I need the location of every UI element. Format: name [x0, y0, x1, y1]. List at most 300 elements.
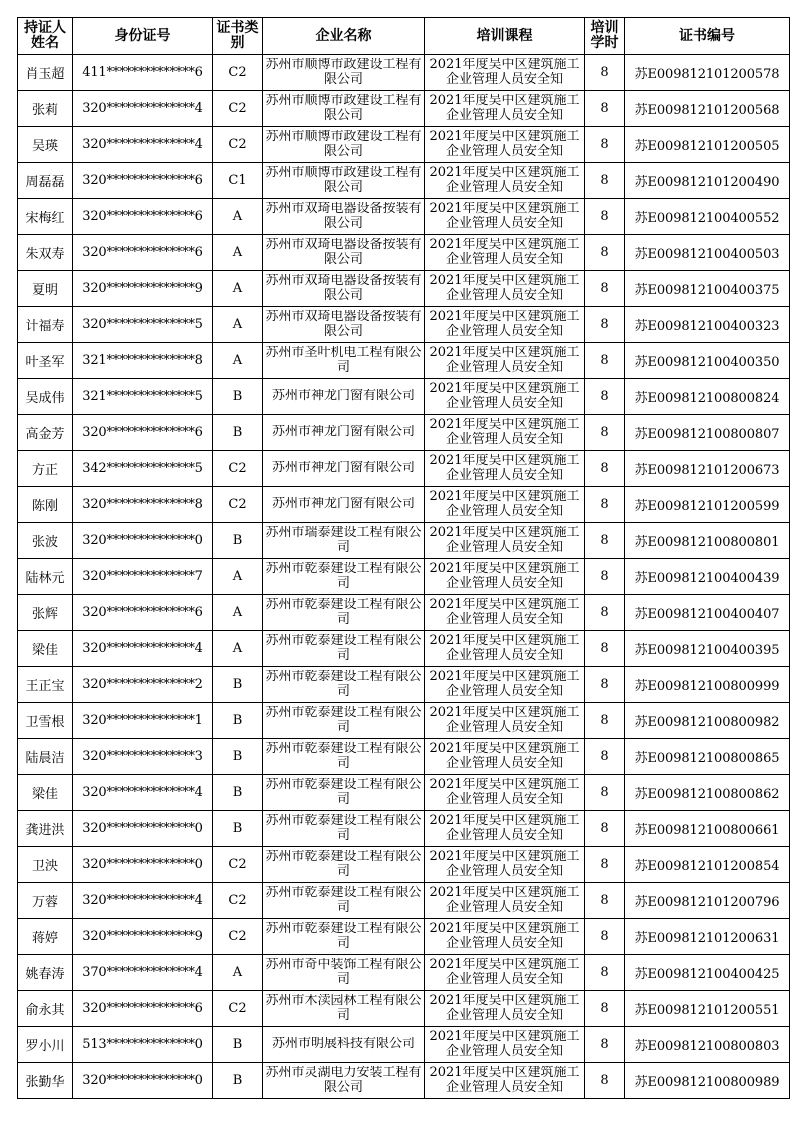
- id-number-cell: 320**************9: [73, 919, 213, 955]
- training-course-cell: [425, 811, 585, 847]
- table-row: [18, 631, 790, 667]
- training-course-cell: [425, 991, 585, 1027]
- training-course-cell-text: 2021年度吴中区建筑施工企业管理人员安全知: [429, 346, 580, 375]
- table-row: [18, 271, 790, 307]
- training-hours-cell: 8: [585, 91, 625, 127]
- holder-name-cell: 梁佳: [18, 775, 73, 811]
- cert-category-cell: C2: [213, 55, 263, 91]
- company-name-cell-text: 苏州市神龙门窗有限公司: [271, 389, 415, 404]
- cert-number-cell: 苏E009812100400425: [625, 955, 790, 991]
- cert-category-cell: B: [213, 775, 263, 811]
- id-number-cell: 320**************2: [73, 667, 213, 703]
- company-name-cell: [263, 307, 425, 343]
- training-course-cell-text: 2021年度吴中区建筑施工企业管理人员安全知: [429, 94, 580, 123]
- table-row: [18, 775, 790, 811]
- company-name-cell: [263, 703, 425, 739]
- company-name-cell: [263, 739, 425, 775]
- table-row: [18, 703, 790, 739]
- cert-number-cell: 苏E009812100800982: [625, 703, 790, 739]
- company-name-cell: [263, 919, 425, 955]
- table-row: [18, 595, 790, 631]
- company-name-cell: [263, 811, 425, 847]
- holder-name-cell: 张波: [18, 523, 73, 559]
- cert-number-cell: 苏E009812100400350: [625, 343, 790, 379]
- holder-name-cell: 肖玉超: [18, 55, 73, 91]
- company-name-cell: [263, 883, 425, 919]
- training-course-cell: [425, 451, 585, 487]
- company-name-cell: [263, 199, 425, 235]
- training-course-cell: [425, 1063, 585, 1099]
- header-row: [18, 18, 790, 55]
- company-name-cell: [263, 955, 425, 991]
- cert-number-cell: 苏E009812101200505: [625, 127, 790, 163]
- holder-name-cell: 王正宝: [18, 667, 73, 703]
- cert-category-cell: B: [213, 1063, 263, 1099]
- training-hours-cell: 8: [585, 667, 625, 703]
- cert-category-cell: B: [213, 667, 263, 703]
- training-hours-cell: 8: [585, 163, 625, 199]
- training-course-cell: [425, 919, 585, 955]
- training-hours-cell: 8: [585, 883, 625, 919]
- company-name-cell: [263, 271, 425, 307]
- cert-number-cell: 苏E009812101200490: [625, 163, 790, 199]
- cert-category-cell: A: [213, 307, 263, 343]
- training-hours-cell: 8: [585, 235, 625, 271]
- company-name-cell: [263, 775, 425, 811]
- training-course-cell-text: 2021年度吴中区建筑施工企业管理人员安全知: [429, 886, 580, 915]
- training-hours-cell: 8: [585, 559, 625, 595]
- training-course-cell: [425, 487, 585, 523]
- company-name-cell-text: 苏州市灵湖电力安装工程有限公司: [265, 1066, 422, 1095]
- training-course-cell-text: 2021年度吴中区建筑施工企业管理人员安全知: [429, 958, 580, 987]
- id-number-cell: 320**************9: [73, 271, 213, 307]
- training-course-cell-text: 2021年度吴中区建筑施工企业管理人员安全知: [429, 814, 580, 843]
- table-row: [18, 991, 790, 1027]
- holder-name-cell: 龚进洪: [18, 811, 73, 847]
- company-name-cell: [263, 595, 425, 631]
- id-number-cell: 370**************4: [73, 955, 213, 991]
- company-name-cell-text: 苏州市顺博市政建设工程有限公司: [265, 130, 422, 159]
- cert-number-cell: 苏E009812101200631: [625, 919, 790, 955]
- company-name-cell: [263, 379, 425, 415]
- cert-number-cell: 苏E009812100400323: [625, 307, 790, 343]
- training-hours-cell: 8: [585, 631, 625, 667]
- id-number-cell: 321**************5: [73, 379, 213, 415]
- id-number-cell: 320**************4: [73, 91, 213, 127]
- training-hours-cell: 8: [585, 847, 625, 883]
- holder-name-cell: 陆晨洁: [18, 739, 73, 775]
- id-number-cell: 320**************3: [73, 739, 213, 775]
- company-name-cell: [263, 847, 425, 883]
- training-hours-cell: 8: [585, 523, 625, 559]
- company-name-cell: [263, 451, 425, 487]
- table-row: [18, 523, 790, 559]
- header-training-course: 培训课程: [425, 18, 585, 55]
- training-course-cell: [425, 163, 585, 199]
- holder-name-cell: 卫雪根: [18, 703, 73, 739]
- training-hours-cell: 8: [585, 739, 625, 775]
- header-training-hours: 培训学时: [585, 18, 625, 55]
- id-number-cell: 320**************6: [73, 235, 213, 271]
- training-course-cell-text: 2021年度吴中区建筑施工企业管理人员安全知: [429, 274, 580, 303]
- id-number-cell: 320**************6: [73, 415, 213, 451]
- training-course-cell: [425, 379, 585, 415]
- training-hours-cell: 8: [585, 379, 625, 415]
- training-hours-cell: 8: [585, 343, 625, 379]
- table-body: [18, 55, 790, 1099]
- cert-number-cell: 苏E009812100800862: [625, 775, 790, 811]
- cert-category-cell: A: [213, 955, 263, 991]
- company-name-cell-text: 苏州市双琦电器设备按装有限公司: [265, 310, 422, 339]
- company-name-cell-text: 苏州市乾泰建设工程有限公司: [265, 598, 422, 627]
- training-course-cell: [425, 559, 585, 595]
- training-course-cell-text: 2021年度吴中区建筑施工企业管理人员安全知: [429, 1030, 580, 1059]
- company-name-cell: [263, 667, 425, 703]
- cert-category-cell: A: [213, 559, 263, 595]
- id-number-cell: 320**************5: [73, 307, 213, 343]
- training-course-cell: [425, 91, 585, 127]
- cert-number-cell: 苏E009812100800999: [625, 667, 790, 703]
- training-course-cell-text: 2021年度吴中区建筑施工企业管理人员安全知: [429, 58, 580, 87]
- cert-category-cell: C2: [213, 847, 263, 883]
- company-name-cell: [263, 631, 425, 667]
- table-row: [18, 235, 790, 271]
- table-row: [18, 55, 790, 91]
- header-company-name: 企业名称: [263, 18, 425, 55]
- holder-name-cell: 周磊磊: [18, 163, 73, 199]
- company-name-cell-text: 苏州市明展科技有限公司: [271, 1037, 415, 1052]
- training-course-cell: [425, 703, 585, 739]
- cert-category-cell: B: [213, 811, 263, 847]
- training-course-cell-text: 2021年度吴中区建筑施工企业管理人员安全知: [429, 490, 580, 519]
- cert-category-cell: B: [213, 523, 263, 559]
- cert-number-cell: 苏E009812100800807: [625, 415, 790, 451]
- holder-name-cell: 张勤华: [18, 1063, 73, 1099]
- training-course-cell: [425, 739, 585, 775]
- company-name-cell: [263, 235, 425, 271]
- holder-name-cell: 卫泱: [18, 847, 73, 883]
- cert-number-cell: 苏E009812100400552: [625, 199, 790, 235]
- training-course-cell: [425, 667, 585, 703]
- table-row: [18, 451, 790, 487]
- table-row: [18, 847, 790, 883]
- cert-number-cell: 苏E009812100800803: [625, 1027, 790, 1063]
- cert-number-cell: 苏E009812100400439: [625, 559, 790, 595]
- id-number-cell: 320**************6: [73, 595, 213, 631]
- holder-name-cell: 姚春涛: [18, 955, 73, 991]
- training-hours-cell: 8: [585, 487, 625, 523]
- training-course-cell-text: 2021年度吴中区建筑施工企业管理人员安全知: [429, 850, 580, 879]
- header-cert-number: 证书编号: [625, 18, 790, 55]
- table-row: [18, 379, 790, 415]
- training-hours-cell: 8: [585, 703, 625, 739]
- cert-number-cell: 苏E009812100400407: [625, 595, 790, 631]
- training-course-cell-text: 2021年度吴中区建筑施工企业管理人员安全知: [429, 634, 580, 663]
- training-hours-cell: 8: [585, 811, 625, 847]
- cert-category-cell: B: [213, 739, 263, 775]
- id-number-cell: 320**************6: [73, 991, 213, 1027]
- company-name-cell-text: 苏州市神龙门窗有限公司: [271, 497, 415, 512]
- holder-name-cell: 万蓉: [18, 883, 73, 919]
- holder-name-cell: 张莉: [18, 91, 73, 127]
- company-name-cell-text: 苏州市顺博市政建设工程有限公司: [265, 166, 422, 195]
- company-name-cell-text: 苏州市顺博市政建设工程有限公司: [265, 94, 422, 123]
- cert-category-cell: C2: [213, 91, 263, 127]
- training-hours-cell: 8: [585, 55, 625, 91]
- training-course-cell-text: 2021年度吴中区建筑施工企业管理人员安全知: [429, 382, 580, 411]
- training-course-cell: [425, 775, 585, 811]
- cert-category-cell: A: [213, 235, 263, 271]
- id-number-cell: 320**************8: [73, 487, 213, 523]
- id-number-cell: 320**************4: [73, 127, 213, 163]
- holder-name-cell: 方正: [18, 451, 73, 487]
- training-course-cell: [425, 307, 585, 343]
- training-course-cell: [425, 595, 585, 631]
- cert-number-cell: 苏E009812101200578: [625, 55, 790, 91]
- company-name-cell-text: 苏州市圣叶机电工程有限公司: [265, 346, 422, 375]
- table-row: [18, 559, 790, 595]
- training-course-cell-text: 2021年度吴中区建筑施工企业管理人员安全知: [429, 418, 580, 447]
- training-course-cell-text: 2021年度吴中区建筑施工企业管理人员安全知: [429, 742, 580, 771]
- cert-number-cell: 苏E009812100400375: [625, 271, 790, 307]
- table-row: [18, 199, 790, 235]
- holder-name-cell: 朱双寿: [18, 235, 73, 271]
- company-name-cell-text: 苏州市乾泰建设工程有限公司: [265, 634, 422, 663]
- company-name-cell-text: 苏州市乾泰建设工程有限公司: [265, 814, 422, 843]
- id-number-cell: 320**************6: [73, 163, 213, 199]
- company-name-cell: [263, 55, 425, 91]
- id-number-cell: 321**************8: [73, 343, 213, 379]
- training-course-cell-text: 2021年度吴中区建筑施工企业管理人员安全知: [429, 778, 580, 807]
- training-hours-cell: 8: [585, 307, 625, 343]
- holder-name-cell: 高金芳: [18, 415, 73, 451]
- company-name-cell: [263, 991, 425, 1027]
- cert-number-cell: 苏E009812100800801: [625, 523, 790, 559]
- id-number-cell: 320**************0: [73, 1063, 213, 1099]
- company-name-cell-text: 苏州市乾泰建设工程有限公司: [265, 886, 422, 915]
- company-name-cell: [263, 1063, 425, 1099]
- training-hours-cell: 8: [585, 775, 625, 811]
- cert-category-cell: B: [213, 703, 263, 739]
- training-course-cell-text: 2021年度吴中区建筑施工企业管理人员安全知: [429, 238, 580, 267]
- cert-category-cell: C2: [213, 883, 263, 919]
- training-course-cell-text: 2021年度吴中区建筑施工企业管理人员安全知: [429, 598, 580, 627]
- cert-category-cell: B: [213, 379, 263, 415]
- cert-category-cell: C2: [213, 451, 263, 487]
- holder-name-cell: 梁佳: [18, 631, 73, 667]
- company-name-cell: [263, 523, 425, 559]
- company-name-cell: [263, 163, 425, 199]
- certificate-roster-table: [17, 17, 790, 1099]
- holder-name-cell: 陆林元: [18, 559, 73, 595]
- cert-number-cell: 苏E009812100800824: [625, 379, 790, 415]
- cert-number-cell: 苏E009812101200568: [625, 91, 790, 127]
- training-hours-cell: 8: [585, 1027, 625, 1063]
- training-course-cell: [425, 235, 585, 271]
- holder-name-cell: 宋梅红: [18, 199, 73, 235]
- training-course-cell-text: 2021年度吴中区建筑施工企业管理人员安全知: [429, 922, 580, 951]
- id-number-cell: 320**************0: [73, 811, 213, 847]
- training-course-cell: [425, 343, 585, 379]
- training-course-cell: [425, 631, 585, 667]
- cert-number-cell: 苏E009812101200673: [625, 451, 790, 487]
- table-row: [18, 739, 790, 775]
- training-hours-cell: 8: [585, 415, 625, 451]
- table-row: [18, 415, 790, 451]
- cert-category-cell: C2: [213, 919, 263, 955]
- id-number-cell: 320**************7: [73, 559, 213, 595]
- table-row: [18, 307, 790, 343]
- holder-name-cell: 张辉: [18, 595, 73, 631]
- training-course-cell-text: 2021年度吴中区建筑施工企业管理人员安全知: [429, 670, 580, 699]
- training-hours-cell: 8: [585, 1063, 625, 1099]
- cert-category-cell: C2: [213, 127, 263, 163]
- table-row: [18, 1063, 790, 1099]
- holder-name-cell: 计福寿: [18, 307, 73, 343]
- training-course-cell: [425, 127, 585, 163]
- id-number-cell: 320**************4: [73, 775, 213, 811]
- holder-name-cell: 俞永其: [18, 991, 73, 1027]
- company-name-cell-text: 苏州市乾泰建设工程有限公司: [265, 562, 422, 591]
- training-course-cell-text: 2021年度吴中区建筑施工企业管理人员安全知: [429, 166, 580, 195]
- training-course-cell-text: 2021年度吴中区建筑施工企业管理人员安全知: [429, 130, 580, 159]
- holder-name-cell: 吴瑛: [18, 127, 73, 163]
- table-row: [18, 127, 790, 163]
- cert-number-cell: 苏E009812101200796: [625, 883, 790, 919]
- company-name-cell-text: 苏州市双琦电器设备按装有限公司: [265, 238, 422, 267]
- cert-number-cell: 苏E009812101200854: [625, 847, 790, 883]
- company-name-cell: [263, 343, 425, 379]
- training-hours-cell: 8: [585, 451, 625, 487]
- table-row: [18, 487, 790, 523]
- cert-category-cell: A: [213, 631, 263, 667]
- holder-name-cell: 夏明: [18, 271, 73, 307]
- header-holder-name: 持证人姓名: [18, 18, 73, 55]
- id-number-cell: 320**************6: [73, 199, 213, 235]
- training-course-cell: [425, 271, 585, 307]
- training-course-cell: [425, 55, 585, 91]
- company-name-cell-text: 苏州市乾泰建设工程有限公司: [265, 778, 422, 807]
- cert-category-cell: A: [213, 595, 263, 631]
- id-number-cell: 320**************1: [73, 703, 213, 739]
- cert-number-cell: 苏E009812100800661: [625, 811, 790, 847]
- company-name-cell: [263, 487, 425, 523]
- table-row: [18, 91, 790, 127]
- cert-number-cell: 苏E009812101200599: [625, 487, 790, 523]
- company-name-cell: [263, 559, 425, 595]
- id-number-cell: 411**************6: [73, 55, 213, 91]
- holder-name-cell: 吴成伟: [18, 379, 73, 415]
- header-id-number: 身份证号: [73, 18, 213, 55]
- training-course-cell-text: 2021年度吴中区建筑施工企业管理人员安全知: [429, 1066, 580, 1095]
- training-hours-cell: 8: [585, 595, 625, 631]
- company-name-cell: [263, 91, 425, 127]
- training-course-cell-text: 2021年度吴中区建筑施工企业管理人员安全知: [429, 310, 580, 339]
- training-hours-cell: 8: [585, 127, 625, 163]
- holder-name-cell: 蒋婷: [18, 919, 73, 955]
- company-name-cell-text: 苏州市奇中装饰工程有限公司: [265, 958, 422, 987]
- table-row: [18, 811, 790, 847]
- company-name-cell-text: 苏州市双琦电器设备按装有限公司: [265, 202, 422, 231]
- company-name-cell-text: 苏州市神龙门窗有限公司: [271, 425, 415, 440]
- id-number-cell: 320**************4: [73, 631, 213, 667]
- holder-name-cell: 陈刚: [18, 487, 73, 523]
- training-course-cell: [425, 1027, 585, 1063]
- cert-number-cell: 苏E009812100800989: [625, 1063, 790, 1099]
- cert-number-cell: 苏E009812100800865: [625, 739, 790, 775]
- training-course-cell-text: 2021年度吴中区建筑施工企业管理人员安全知: [429, 454, 580, 483]
- training-course-cell: [425, 415, 585, 451]
- company-name-cell-text: 苏州市乾泰建设工程有限公司: [265, 670, 422, 699]
- company-name-cell-text: 苏州市乾泰建设工程有限公司: [265, 922, 422, 951]
- training-course-cell-text: 2021年度吴中区建筑施工企业管理人员安全知: [429, 202, 580, 231]
- company-name-cell-text: 苏州市乾泰建设工程有限公司: [265, 706, 422, 735]
- training-course-cell-text: 2021年度吴中区建筑施工企业管理人员安全知: [429, 562, 580, 591]
- cert-number-cell: 苏E009812100400395: [625, 631, 790, 667]
- company-name-cell-text: 苏州市双琦电器设备按装有限公司: [265, 274, 422, 303]
- holder-name-cell: 罗小川: [18, 1027, 73, 1063]
- training-hours-cell: 8: [585, 991, 625, 1027]
- training-course-cell: [425, 955, 585, 991]
- holder-name-cell: 叶圣军: [18, 343, 73, 379]
- company-name-cell-text: 苏州市乾泰建设工程有限公司: [265, 742, 422, 771]
- table-row: [18, 667, 790, 703]
- training-course-cell: [425, 523, 585, 559]
- id-number-cell: 320**************0: [73, 523, 213, 559]
- training-course-cell: [425, 847, 585, 883]
- cert-category-cell: C2: [213, 487, 263, 523]
- header-cert-category: 证书类别: [213, 18, 263, 55]
- training-hours-cell: 8: [585, 919, 625, 955]
- cert-category-cell: A: [213, 343, 263, 379]
- company-name-cell-text: 苏州市乾泰建设工程有限公司: [265, 850, 422, 879]
- table-row: [18, 163, 790, 199]
- id-number-cell: 513**************0: [73, 1027, 213, 1063]
- table-row: [18, 883, 790, 919]
- table-row: [18, 919, 790, 955]
- cert-category-cell: C1: [213, 163, 263, 199]
- training-hours-cell: 8: [585, 199, 625, 235]
- training-hours-cell: 8: [585, 955, 625, 991]
- cert-category-cell: A: [213, 199, 263, 235]
- company-name-cell: [263, 127, 425, 163]
- training-course-cell: [425, 199, 585, 235]
- cert-category-cell: C2: [213, 991, 263, 1027]
- company-name-cell-text: 苏州市瑞泰建设工程有限公司: [265, 526, 422, 555]
- training-course-cell-text: 2021年度吴中区建筑施工企业管理人员安全知: [429, 526, 580, 555]
- training-hours-cell: 8: [585, 271, 625, 307]
- company-name-cell: [263, 415, 425, 451]
- cert-number-cell: 苏E009812101200551: [625, 991, 790, 1027]
- company-name-cell-text: 苏州市神龙门窗有限公司: [271, 461, 415, 476]
- cert-category-cell: B: [213, 1027, 263, 1063]
- id-number-cell: 320**************4: [73, 883, 213, 919]
- cert-number-cell: 苏E009812100400503: [625, 235, 790, 271]
- id-number-cell: 320**************0: [73, 847, 213, 883]
- company-name-cell: [263, 1027, 425, 1063]
- cert-category-cell: B: [213, 415, 263, 451]
- company-name-cell-text: 苏州市顺博市政建设工程有限公司: [265, 58, 422, 87]
- company-name-cell-text: 苏州市木渎园林工程有限公司: [265, 994, 422, 1023]
- training-course-cell-text: 2021年度吴中区建筑施工企业管理人员安全知: [429, 706, 580, 735]
- cert-category-cell: A: [213, 271, 263, 307]
- training-course-cell: [425, 883, 585, 919]
- table-row: [18, 343, 790, 379]
- table-row: [18, 1027, 790, 1063]
- training-course-cell-text: 2021年度吴中区建筑施工企业管理人员安全知: [429, 994, 580, 1023]
- table-row: [18, 955, 790, 991]
- id-number-cell: 342**************5: [73, 451, 213, 487]
